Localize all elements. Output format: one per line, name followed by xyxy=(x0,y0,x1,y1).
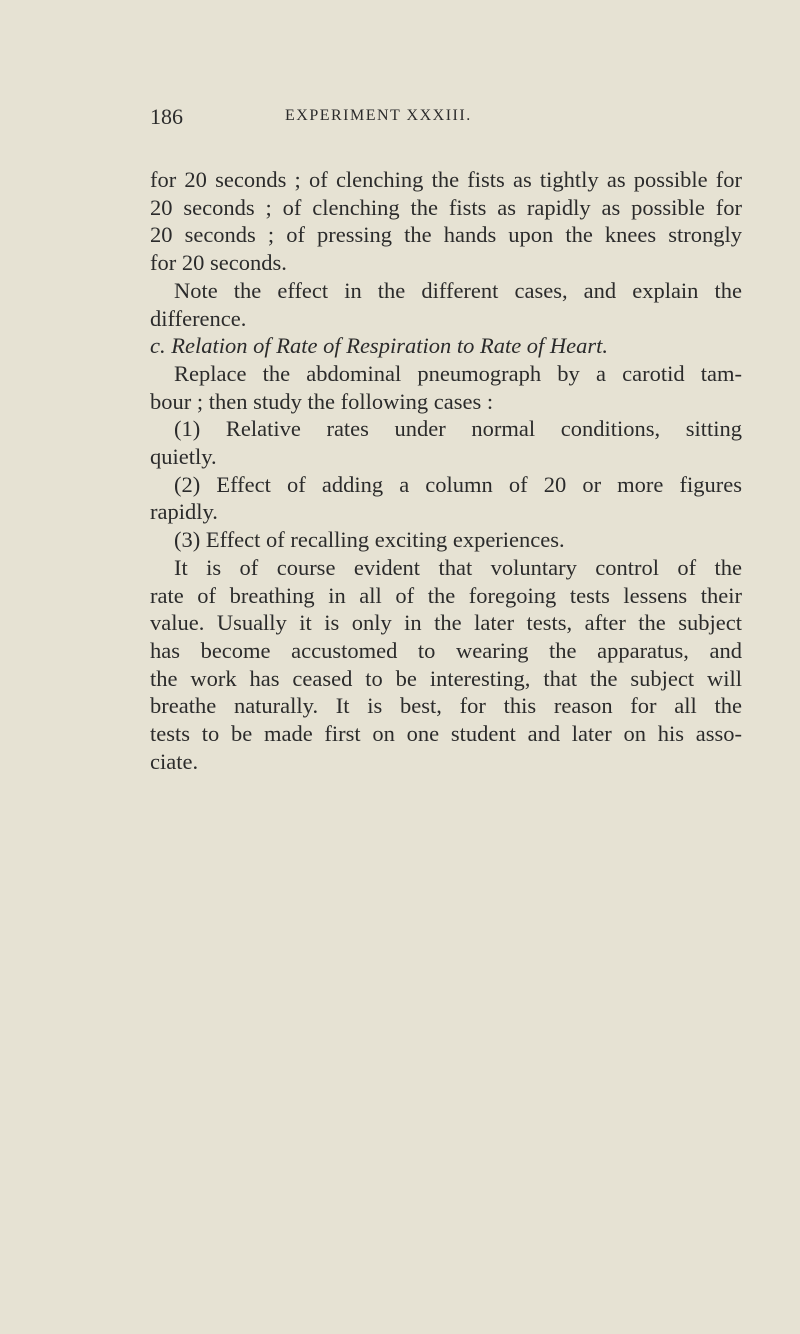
text-line: c. Relation of Rate of Respiration to Rate of Heart. xyxy=(150,333,609,359)
text-line: breathe naturally. It is best, for this reason for all the xyxy=(150,693,742,719)
page-number: 186 xyxy=(150,104,183,129)
text-line: the work has ceased to be interesting, that the subject will xyxy=(150,665,742,691)
text-line: rate of breathing in all of the foregoing tests lessens their xyxy=(150,582,742,608)
text-line: Note the effect in the different cases, and explain the xyxy=(174,277,742,303)
text-line: bour ; then study the following cases : xyxy=(150,388,494,414)
text-line: (3) Effect of recalling exciting experiences. xyxy=(174,527,565,553)
running-title: EXPERIMENT XXXIII. xyxy=(285,107,472,124)
text-line: for 20 seconds ; of clenching the fists as tightly as possible for xyxy=(150,167,742,192)
text-line: (2) Effect of adding a column of 20 or more figures xyxy=(174,471,742,497)
text-line: 20 seconds ; of pressing the hands upon the knees strongly xyxy=(150,222,742,248)
text-line: tests to be made first on one student and later on his asso- xyxy=(150,721,742,747)
text-line: ciate. xyxy=(150,748,199,774)
text-line: (1) Relative rates under normal conditions, sitting xyxy=(174,416,742,442)
text-line: quietly. xyxy=(150,444,217,470)
text-line: Replace the abdominal pneumograph by a carotid tam- xyxy=(174,360,742,386)
text-line: has become accustomed to wearing the apparatus, and xyxy=(150,637,742,663)
text-line: for 20 seconds. xyxy=(150,250,287,276)
text-line: 20 seconds ; of clenching the fists as rapidly as possible for xyxy=(150,194,742,220)
text-body xyxy=(150,166,742,775)
text-line: difference. xyxy=(150,305,247,331)
text-line: rapidly. xyxy=(150,499,218,525)
text-line: value. Usually it is only in the later tests, after the subject xyxy=(150,610,742,636)
page-header xyxy=(150,104,750,136)
text-line: It is of course evident that voluntary control of the xyxy=(174,554,742,580)
